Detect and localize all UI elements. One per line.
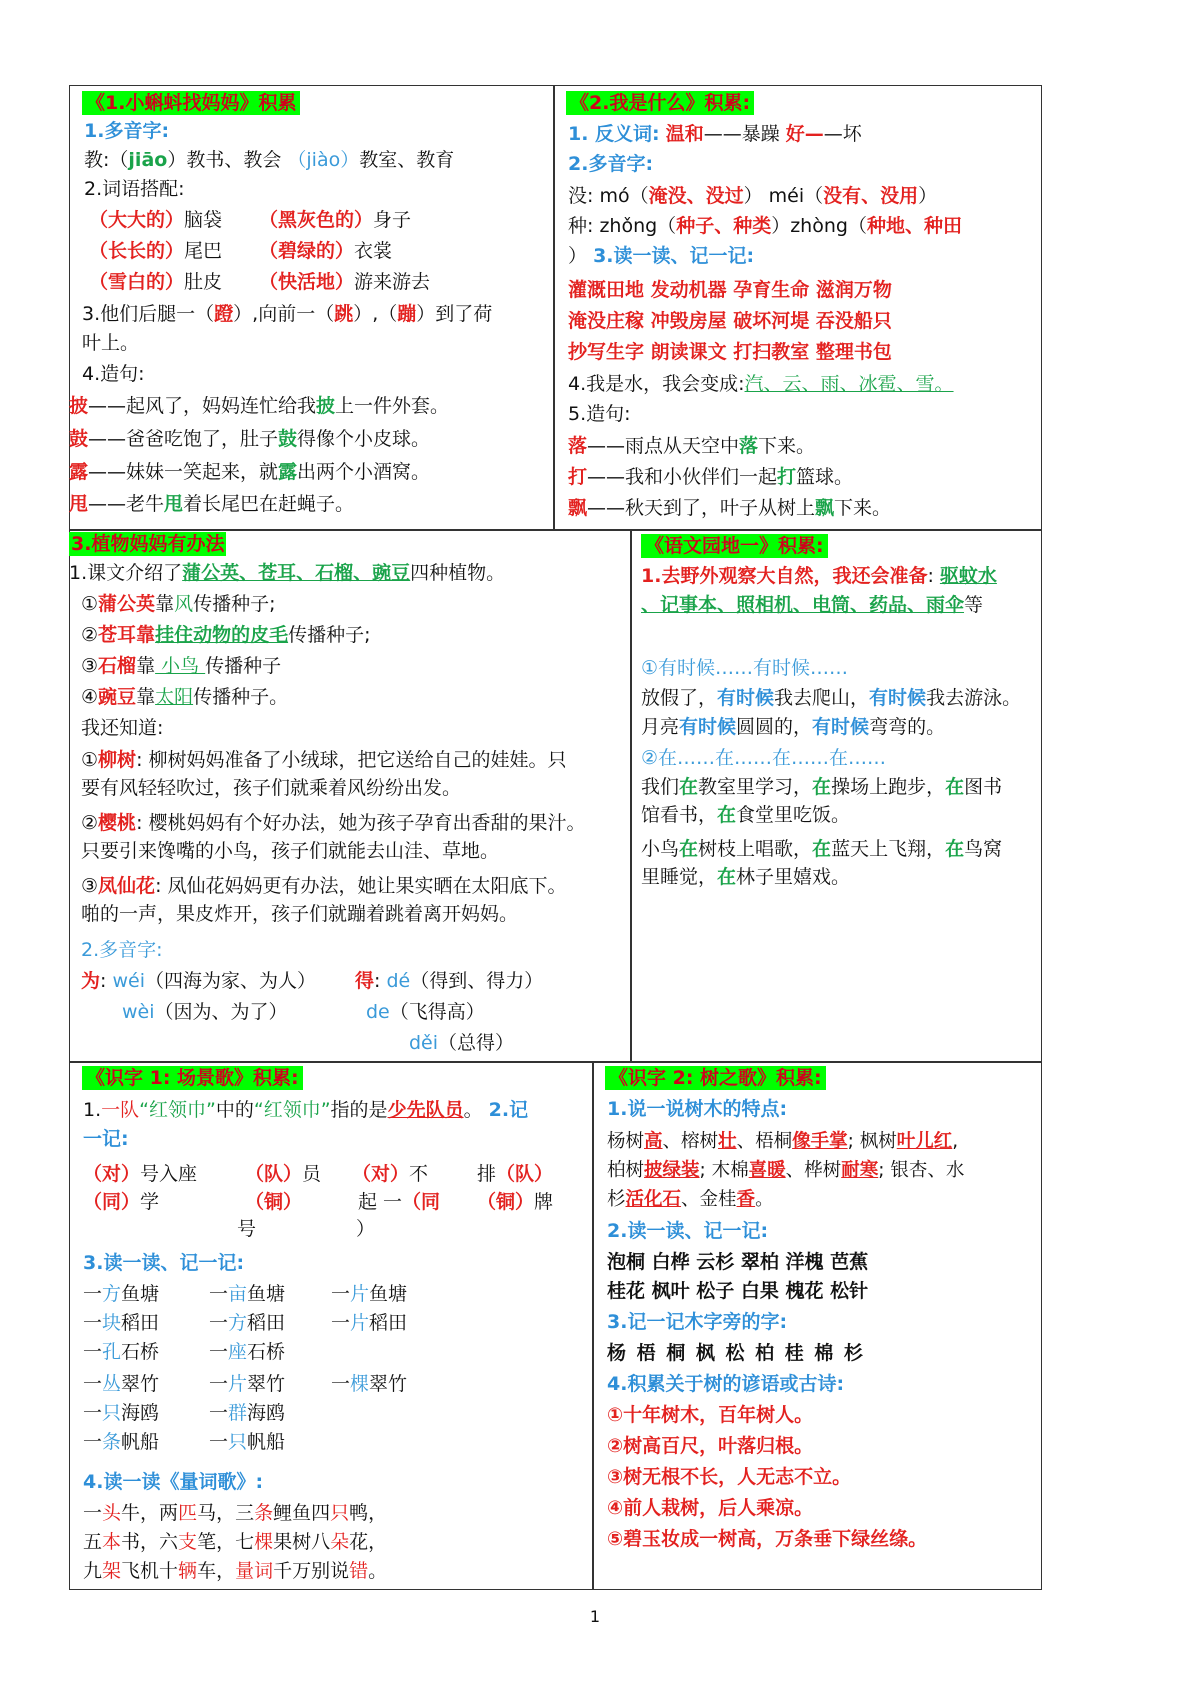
proverb: ①十年树木，百年树人。 [607,1404,814,1426]
measure-word-item: 一方鱼塘 [83,1283,160,1305]
line: 1.课文介绍了蒲公英、苍耳、石榴、豌豆四种植物。 [69,562,506,584]
heading: 一记: [83,1128,129,1150]
heading: 1.多音字: [84,120,170,142]
collocation-row: （大大的）脑袋 [89,209,223,231]
proverb: ②树高百尺，叶落归根。 [607,1435,814,1457]
measure-word-item: 一群海鸥 [209,1402,286,1424]
proverb: ⑤碧玉妆成一树高，万条垂下绿丝绦。 [607,1528,928,1550]
proverb: ④前人栽树，后人乘凉。 [607,1497,814,1519]
section-plant-mothers [69,529,629,1060]
section-title: 《识字 1: 场景歌》积累: [82,1066,303,1090]
line: （对）号入座 [83,1163,198,1185]
measure-word-item: 一条帆船 [83,1431,160,1453]
section-tadpole [69,85,552,528]
line: 我们在教室里学习，在操场上跑步，在图书 [641,776,1003,798]
line: 馆看书，在食堂里吃饭。 [641,804,851,826]
line: ③石榴靠 小鸟 传播种子 [81,655,282,677]
line: 得: dé（得到、得力） [355,970,544,992]
word-row: 桂花 枫叶 松子 白果 槐花 松针 [607,1280,869,1302]
measure-word-item: 一只海鸥 [83,1402,160,1424]
sentence: 飘——秋天到了，叶子从树上飘下来。 [568,497,892,519]
measure-word-item: 一亩鱼塘 [209,1283,286,1305]
word-row: 灌溉田地 发动机器 孕育生命 滋润万物 [568,279,892,301]
line: 啪的一声，果皮炸开，孩子们就蹦着跳着离开妈妈。 [81,903,519,925]
word-row: 杨 梧 桐 枫 松 柏 桂 棉 杉 [607,1342,865,1364]
line: 1.一队“红领巾”中的“红领巾”指的是少先队员。 2.记 [83,1099,529,1121]
sentence: 打——我和小伙伴们一起打篮球。 [568,466,854,488]
line: 只要引来馋嘴的小鸟，孩子们就能去山洼、草地。 [81,840,500,862]
proverb: ③树无根不长，人无志不立。 [607,1466,852,1488]
line: 里睡觉，在林子里嬉戏。 [641,866,851,888]
line: 没: mó（淹没、没过） méi（没有、没用） [568,185,938,207]
feature-line: 杨树高、榕树壮、梧桐像手掌; 枫树叶儿红, [607,1131,959,1152]
line: 3.他们后腿一（蹬）,向前一（跳）,（蹦）到了荷 [82,303,493,325]
section-what-am-i [554,85,1040,528]
line: 种: zhǒng（种子、种类）zhòng（种地、种田 [568,215,962,237]
section-title: 《2.我是什么》积累: [566,91,754,115]
word-row: 抄写生字 朗读课文 打扫教室 整理书包 [568,341,892,363]
measure-word-item: 一块稻田 [83,1312,160,1334]
song-line: 五本书，六支笔，七棵果树八朵花， [83,1531,388,1553]
line: 、记事本、照相机、电筒、药品、雨伞等 [641,594,984,616]
song-line: 九架飞机十辆车，量词千万别说错。 [83,1560,388,1582]
section-title: 《1.小蝌蚪找妈妈》积累 [82,91,300,115]
measure-word-item: 一棵翠竹 [331,1373,408,1395]
sentence: 落——雨点从天空中落下来。 [568,435,816,457]
heading: 3.读一读、记一记: [83,1252,245,1274]
sentence: 露——妹妹一笑起来，就露出两个小酒窝。 [69,461,431,483]
collocation-row: （快活地）游来游去 [259,271,431,293]
section-scene-song [69,1061,591,1588]
measure-word-item: 一丛翠竹 [83,1373,160,1395]
measure-word-item: 一片翠竹 [209,1373,286,1395]
line: 教:（jiāo）教书、教会 （jiào）教室、教育 [84,149,455,171]
heading: 2.词语搭配: [84,178,185,200]
line: ） [356,1218,376,1240]
heading: 4.造句: [82,363,145,385]
collocation-row: （雪白的）肚皮 [89,271,223,293]
collocation-row: （长长的）尾巴 [89,240,223,262]
line: （队）员 [245,1163,322,1185]
line: 月亮有时候圆圆的，有时候弯弯的。 [641,716,946,738]
section-tree-song [593,1061,1040,1588]
measure-word-item: 一片鱼塘 [331,1283,408,1305]
measure-word-item: 一片稻田 [331,1312,408,1334]
song-line: 一头牛，两匹马，三条鲤鱼四只鸭， [83,1502,388,1524]
line: 排（队） [477,1163,554,1185]
line: 叶上。 [82,332,140,354]
line: ） 3.读一读、记一记: [568,245,755,267]
line: 为: wéi（四海为家、为人） [81,970,316,992]
word-row: 泡桐 白桦 云杉 翠柏 洋槐 芭蕉 [607,1251,869,1273]
line: （铜） [245,1191,303,1213]
heading: 2.多音字: [568,153,654,175]
line: 我还知道: [81,717,164,739]
line: 1.去野外观察大自然，我还会准备: 驱蚊水 [641,565,997,587]
line: （对）不 [352,1163,429,1185]
measure-word-item: 一方稻田 [209,1312,286,1334]
section-title: 《识字 2: 树之歌》积累: [605,1066,826,1090]
sentence: 甩——老牛甩着长尾巴在赶蝇子。 [69,493,355,515]
line: ③凤仙花: 凤仙花妈妈更有办法，她让果实晒在太阳底下。 [81,875,567,897]
section-title: 3.植物妈妈有办法 [71,533,225,555]
feature-line: 杉活化石、金桂香。 [607,1189,774,1210]
measure-word-item: 一只帆船 [209,1431,286,1453]
line: 1. 反义词: 温和——暴躁 好——坏 [568,123,862,145]
heading: 3.记一记木字旁的字: [607,1311,788,1333]
line: ②苍耳靠挂住动物的皮毛传播种子; [81,624,371,646]
heading: 2.读一读、记一记: [607,1220,769,1242]
line: ②樱桃: 樱桃妈妈有个好办法，她为孩子孕育出香甜的果汁。 [81,812,586,834]
heading: 1.说一说树木的特点: [607,1098,788,1120]
line: 放假了，有时候我去爬山，有时候我去游泳。 [641,687,1022,709]
line: 号 [237,1218,257,1240]
line: 起 一（同 [358,1191,441,1213]
heading: 4.积累关于树的谚语或古诗: [607,1373,845,1395]
collocation-row: （黑灰色的）身子 [259,209,412,231]
feature-line: 柏树披绿装; 木棉喜暖、桦树耐寒; 银杏、水 [607,1160,965,1181]
line: （同）学 [83,1191,160,1213]
heading: ①有时候……有时候…… [641,657,849,679]
line: ①柳树: 柳树妈妈准备了小绒球，把它送给自己的娃娃。只 [81,749,567,771]
line: 小鸟在树枝上唱歌，在蓝天上飞翔，在鸟窝 [641,838,1003,860]
heading: 2.多音字: [81,939,163,961]
measure-word-item: 一座石桥 [209,1341,286,1363]
line: ④豌豆靠太阳传播种子。 [81,686,289,708]
heading: 5.造句: [568,403,631,425]
section-title: 《语文园地一》积累: [641,534,828,558]
measure-word-item: 一孔石桥 [83,1341,160,1363]
line: 4.我是水，我会变成:汽、云、雨、冰雹、雪。 [568,373,954,395]
line: ①蒲公英靠风传播种子; [81,593,276,615]
line: děi（总得） [409,1032,515,1054]
line: de（飞得高） [366,1001,485,1023]
word-row: 淹没庄稼 冲毁房屋 破坏河堤 吞没船只 [568,310,892,332]
sentence: 披——起风了，妈妈连忙给我披上一件外套。 [69,395,450,417]
section-language-garden [631,529,1040,1060]
heading: 4.读一读《量词歌》: [83,1471,264,1493]
collocation-row: （碧绿的）衣裳 [259,240,393,262]
sentence: 鼓——爸爸吃饱了，肚子鼓得像个小皮球。 [69,428,431,450]
line: 要有风轻轻吹过，孩子们就乘着风纷纷出发。 [81,777,462,799]
line: wèi（因为、为了） [122,1001,288,1023]
page-number: 1 [589,1607,601,1626]
heading: ②在……在……在……在…… [641,747,887,769]
line: （铜）牌 [477,1191,554,1213]
